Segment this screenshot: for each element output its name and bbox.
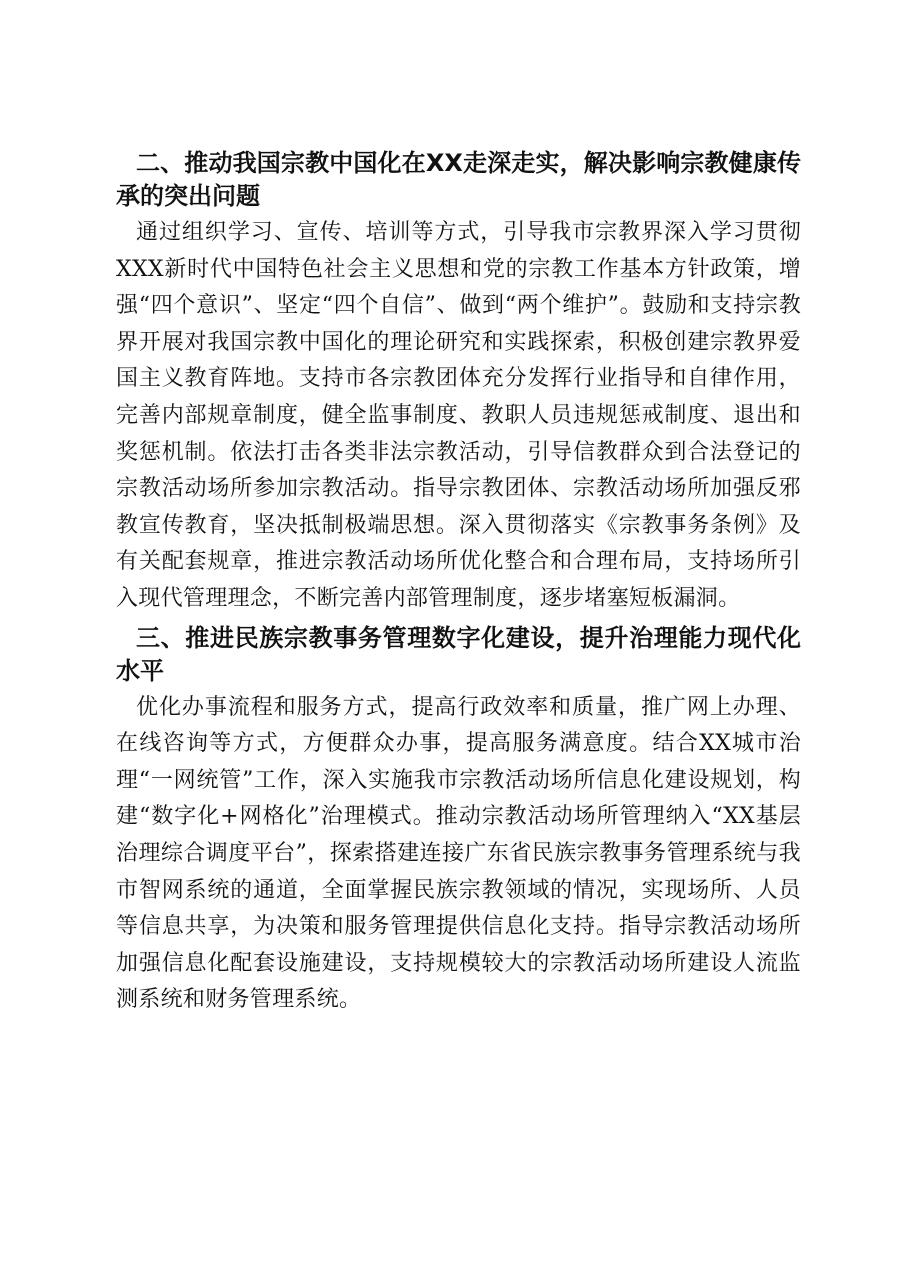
section-paragraph: 通过组织学习、宣传、培训等方式，引导我市宗教界深入学习贯彻XXX新时代中国特色社会主义思想和党的宗教工作基本方针政策，增强“四个意识”、坚定“四个自信”、做到“两个维护”。鼓励和支持宗教界开展对我国宗教中国化的理论研究和实践探索，积极创建宗教界爱国主义教育阵地。支持市各宗教团体充分发挥行业指导和自律作用，完善内部规章制度，健全监事制度、教职人员违规惩戒制度、退出和奖惩机制。依法打击各类非法宗教活动，引导信教群众到合法登记的宗教活动场所参加宗教活动。指导宗教团体、宗教活动场所加强反邪教宣传教育，坚决抵制极端思想。深入贯彻落实《宗教事务条例》及有关配套规章，推进宗教活动场所优化整合和合理布局，支持场所引入现代管理理念，不断完善内部管理制度，逐步堵塞短板漏洞。 xyxy=(116,220,801,611)
section-heading: 三、推进民族宗教事务管理数字化建设，提升治理能力现代化水平 xyxy=(116,623,801,685)
section-3 xyxy=(116,622,801,1019)
section-2 xyxy=(116,147,801,618)
section-paragraph: 优化办事流程和服务方式，提高行政效率和质量，推广网上办理、在线咨询等方式，方便群众办事，提高服务满意度。结合XX城市治理“一网统管”工作，深入实施我市宗教活动场所信息化建设规划，构建“数字化+网格化”治理模式。推动宗教活动场所管理纳入“XX基层治理综合调度平台”，探索搭建连接广东省民族宗教事务管理系统与我市智网系统的通道，全面掌握民族宗教领域的情况，实现场所、人员等信息共享，为决策和服务管理提供信息化支持。指导宗教活动场所加强信息化配套设施建设，支持规模较大的宗教活动场所建设人流监测系统和财务管理系统。 xyxy=(116,694,801,1013)
section-heading: 二、推动我国宗教中国化在XX走深走实，解决影响宗教健康传承的突出问题 xyxy=(116,149,801,210)
document-body xyxy=(116,147,801,1021)
